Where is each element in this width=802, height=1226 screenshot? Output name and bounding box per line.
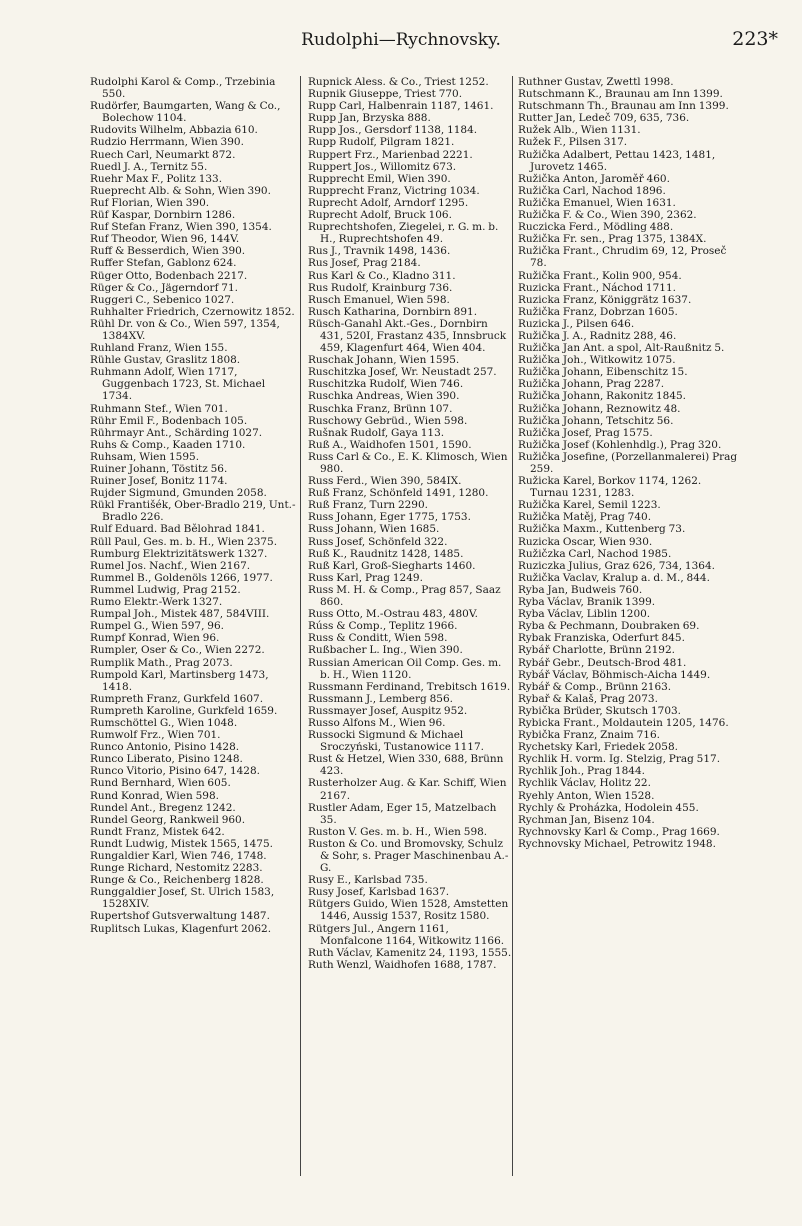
directory-entry: Rueprecht Alb. & Sohn, Wien 390. xyxy=(90,184,271,197)
directory-entry: Ružička Johann, Rakonitz 1845. xyxy=(518,390,687,403)
directory-entry: Ruzicka Franz, Königgrätz 1637. xyxy=(518,293,692,306)
directory-entry: Ruthner Gustav, Zwettl 1998. xyxy=(518,76,674,88)
directory-entry: Ružička Josef (Kohlenhdlg.), Prag 320. xyxy=(518,438,722,451)
directory-entry: Ruhs & Comp., Kaaden 1710. xyxy=(90,438,246,451)
directory-entry: Ruschitzka Josef, Wr. Neustadt 257. xyxy=(308,366,497,379)
directory-column-1 xyxy=(90,76,296,1206)
directory-entry: Rundt Ludwig, Mistek 1565, 1475. xyxy=(90,837,273,850)
directory-entry: Ruß Karl, Groß-Siegharts 1460. xyxy=(308,559,476,572)
directory-entry: Ruziczka Julius, Graz 626, 734, 1364. xyxy=(518,559,715,572)
directory-entry: Ruprecht Adolf, Bruck 106. xyxy=(308,209,452,222)
directory-entry: Rychnovsky Karl & Comp., Prag 1669. xyxy=(518,825,720,838)
directory-entry: Ruczicka Ferd., Mödling 488. xyxy=(518,221,674,234)
directory-entry: Ružek F., Pilsen 317. xyxy=(518,136,628,149)
page-number: 223* xyxy=(732,28,778,50)
directory-entry: Rujder Sigmund, Gmunden 2058. xyxy=(90,487,267,500)
column-divider xyxy=(300,76,301,1176)
directory-entry: Rumpler, Oser & Co., Wien 2272. xyxy=(90,644,265,657)
directory-entry: Rutschmann Th., Braunau am Inn 1399. xyxy=(518,100,729,113)
directory-entry: Rüll Paul, Ges. m. b. H., Wien 2375. xyxy=(90,535,278,548)
directory-entry: Runggaldier Josef, St. Ulrich 1583, 1528XIV. xyxy=(90,886,275,911)
directory-entry: Runge & Co., Reichenberg 1828. xyxy=(90,874,264,887)
directory-entry: Ružička Franz, Dobrzan 1605. xyxy=(518,305,678,318)
directory-entry: Rummel B., Goldenöls 1266, 1977. xyxy=(90,571,273,584)
directory-entry: Rüger & Co., Jägerndorf 71. xyxy=(90,281,238,294)
directory-entry: Ružička Johann, Reznowitz 48. xyxy=(518,402,681,415)
directory-entry: Rudzio Herrmann, Wien 390. xyxy=(90,136,244,149)
directory-entry: Ruppert Jos., Willomitz 673. xyxy=(308,160,457,173)
directory-entry: Runco Vitorio, Pisino 647, 1428. xyxy=(90,765,261,778)
directory-entry: Rundt Franz, Mistek 642. xyxy=(90,825,225,838)
directory-entry: Rychly & Proházka, Hodolein 455. xyxy=(518,801,699,814)
directory-entry: Ruf Theodor, Wien 96, 144V. xyxy=(90,233,240,246)
directory-entry: Rund Konrad, Wien 598. xyxy=(90,789,219,802)
directory-entry: Rund Bernhard, Wien 605. xyxy=(90,777,231,790)
directory-entry: Rupp Carl, Halbenrain 1187, 1461. xyxy=(308,100,494,113)
directory-entry: Rybař & Kalaš, Prag 2073. xyxy=(518,692,658,705)
directory-entry: Ruth Václav, Kamenitz 24, 1193, 1555. xyxy=(308,946,512,959)
directory-entry: Ruzicka Oscar, Wien 930. xyxy=(518,535,653,548)
directory-entry: Ruprechtshofen, Ziegelei, r. G. m. b. H., Ruprechtshofen 49. xyxy=(308,221,499,246)
directory-entry: Ruth Wenzl, Waidhofen 1688, 1787. xyxy=(308,958,497,971)
directory-entry: Rütgers Guido, Wien 1528, Amstetten 1446, Aussig 1537, Rositz 1580. xyxy=(308,898,509,923)
directory-entry: Rudolphi Karol & Comp., Trzebinia 550. xyxy=(90,76,276,101)
directory-entry: Russian American Oil Comp. Ges. m. b. H., Wien 1120. xyxy=(308,656,502,681)
directory-entry: Russmann J., Lemberg 856. xyxy=(308,692,453,705)
directory-entry: Rychetsky Karl, Friedek 2058. xyxy=(518,741,678,754)
directory-entry: Ruppert Frz., Marienbad 2221. xyxy=(308,148,473,161)
directory-entry: Rumpf Konrad, Wien 96. xyxy=(90,632,220,645)
column-divider xyxy=(512,76,513,1176)
directory-entry: Rusy Josef, Karlsbad 1637. xyxy=(308,886,450,899)
directory-entry: Rychman Jan, Bisenz 104. xyxy=(518,813,655,826)
directory-entry: Russocki Sigmund & Michael Sroczyński, Tustanowice 1117. xyxy=(308,729,484,754)
directory-entry: Ruedl J. A., Ternitz 55. xyxy=(90,160,208,173)
directory-entry: Rusch Katharina, Dornbirn 891. xyxy=(308,305,478,318)
directory-entry: Ruhhalter Friedrich, Czernowitz 1852. xyxy=(90,305,295,318)
directory-entry: Rusch Emanuel, Wien 598. xyxy=(308,293,450,306)
directory-entry: Russ Otto, M.-Ostrau 483, 480V. xyxy=(308,608,478,621)
directory-entry: Rutschmann K., Braunau am Inn 1399. xyxy=(518,88,723,101)
directory-entry: Ružička Vaclav, Kralup a. d. M., 844. xyxy=(518,571,710,584)
directory-entry: Rühle Gustav, Graslitz 1808. xyxy=(90,354,241,367)
directory-entry: Rupp Jan, Brzyska 888. xyxy=(308,112,431,125)
directory-entry: Ružička Fr. sen., Prag 1375, 1384X. xyxy=(518,233,707,246)
directory-entry: Runco Liberato, Pisino 1248. xyxy=(90,753,243,766)
directory-entry: Rus J., Travnik 1498, 1436. xyxy=(308,245,451,258)
directory-entry: Russ & Conditt, Wien 598. xyxy=(308,632,448,645)
directory-entry: Ruf Florian, Wien 390. xyxy=(90,196,210,209)
directory-entry: Russ Carl & Co., E. K. Klimosch, Wien 980. xyxy=(308,450,508,475)
directory-entry: Ryehly Anton, Wien 1528. xyxy=(518,789,655,802)
directory-entry: Ruhmann Stef., Wien 701. xyxy=(90,402,228,415)
directory-entry: Ružička Joh., Witkowitz 1075. xyxy=(518,354,676,367)
directory-column-2 xyxy=(308,76,514,1206)
directory-entry: Ruzicka J., Pilsen 646. xyxy=(518,317,635,330)
directory-entry: Russ Ferd., Wien 390, 584IX. xyxy=(308,475,462,488)
directory-entry: Rundel Georg, Rankweil 960. xyxy=(90,813,246,826)
directory-entry: Rulf Eduard. Bad Bělohrad 1841. xyxy=(90,523,265,536)
directory-entry: Rußbacher L. Ing., Wien 390. xyxy=(308,644,463,657)
directory-entry: Ružička Anton, Jaroměř 460. xyxy=(518,172,670,185)
directory-entry: Rüger Otto, Bodenbach 2217. xyxy=(90,269,248,282)
directory-entry: Ruhmann Adolf, Wien 1717, Guggenbach 1723, St. Michael 1734. xyxy=(90,366,266,403)
directory-entry: Ružička Frant., Chrudim 69, 12, Proseč 78. xyxy=(518,245,727,270)
directory-entry: Ruprecht Adolf, Arndorf 1295. xyxy=(308,196,469,209)
directory-entry: Ružicka Karel, Borkov 1174, 1262. Turnau 1231, 1283. xyxy=(518,475,702,500)
directory-entry: Ryba Václav, Branik 1399. xyxy=(518,596,656,609)
directory-entry: Ružička Josef, Prag 1575. xyxy=(518,426,653,439)
directory-entry: Rus Karl & Co., Kladno 311. xyxy=(308,269,456,282)
directory-entry: Ruiner Josef, Bonitz 1174. xyxy=(90,475,228,488)
directory-entry: Russ Karl, Prag 1249. xyxy=(308,571,423,584)
directory-entry: Rumpreth Franz, Gurkfeld 1607. xyxy=(90,692,264,705)
directory-entry: Rus Rudolf, Krainburg 736. xyxy=(308,281,453,294)
directory-entry: Rupp Rudolf, Pilgram 1821. xyxy=(308,136,455,149)
directory-entry: Ruston V. Ges. m. b. H., Wien 598. xyxy=(308,825,488,838)
directory-entry: Ruschowy Gebrüd., Wien 598. xyxy=(308,414,468,427)
directory-entry: Rychlik Joh., Prag 1844. xyxy=(518,765,645,778)
directory-entry: Ryba Václav, Liblin 1200. xyxy=(518,608,651,621)
directory-entry: Rustler Adam, Eger 15, Matzelbach 35. xyxy=(308,801,497,826)
directory-entry: Ružičzka Carl, Nachod 1985. xyxy=(518,547,672,560)
directory-entry: Rumpel G., Wien 597, 96. xyxy=(90,620,224,633)
directory-entry: Ruggeri C., Sebenico 1027. xyxy=(90,293,235,306)
directory-entry: Rundel Ant., Bregenz 1242. xyxy=(90,801,236,814)
directory-entry: Ružička Adalbert, Pettau 1423, 1481, Jurovetz 1465. xyxy=(518,148,716,173)
directory-entry: Ružička F. & Co., Wien 390, 2362. xyxy=(518,209,697,222)
directory-entry: Ružička Karel, Semil 1223. xyxy=(518,499,661,512)
directory-entry: Rumpold Karl, Martinsberg 1473, 1418. xyxy=(90,668,269,693)
directory-entry: Russ Josef, Schönfeld 322. xyxy=(308,535,448,548)
directory-entry: Ruß A., Waidhofen 1501, 1590. xyxy=(308,438,472,451)
directory-entry: Rupp Jos., Gersdorf 1138, 1184. xyxy=(308,124,478,137)
directory-entry: Rumschöttel G., Wien 1048. xyxy=(90,716,238,729)
directory-entry: Ruf Stefan Franz, Wien 390, 1354. xyxy=(90,221,272,234)
directory-entry: Rúss & Comp., Teplitz 1966. xyxy=(308,620,458,633)
directory-column-3 xyxy=(518,76,738,1206)
directory-entry: Rupnik Giuseppe, Triest 770. xyxy=(308,88,463,101)
directory-entry: Rührmayr Ant., Schärding 1027. xyxy=(90,426,263,439)
directory-entry: Rutter Jan, Ledeč 709, 635, 736. xyxy=(518,112,690,125)
directory-entry: Ružička Johann, Prag 2287. xyxy=(518,378,665,391)
directory-entry: Rybak Franziska, Oderfurt 845. xyxy=(518,632,685,645)
directory-entry: Ružek Alb., Wien 1131. xyxy=(518,124,641,137)
directory-entry: Ruiner Johann, Töstitz 56. xyxy=(90,463,228,475)
directory-entry: Rupnick Aless. & Co., Triest 1252. xyxy=(308,76,489,88)
directory-entry: Rupertshof Gutsverwaltung 1487. xyxy=(90,910,270,923)
directory-entry: Ruhsam, Wien 1595. xyxy=(90,450,200,463)
directory-entry: Ruech Carl, Neumarkt 872. xyxy=(90,148,236,161)
directory-entry: Rychlik H. vorm. Ig. Stelzig, Prag 517. xyxy=(518,753,721,766)
directory-entry: Rüsch-Ganahl Akt.-Ges., Dornbirn 431, 520I, Frastanz 435, Innsbruck 459, Klagenfurt 464, Wien 404. xyxy=(308,317,507,355)
directory-entry: Rybář & Comp., Brünn 2163. xyxy=(518,680,672,693)
directory-entry: Ružička J. A., Radnitz 288, 46. xyxy=(518,329,677,342)
directory-entry: Rütgers Jul., Angern 1161, Monfalcone 1164, Witkowitz 1166. xyxy=(308,922,505,947)
directory-entry: Rumplik Math., Prag 2073. xyxy=(90,656,233,669)
directory-entry: Rumburg Elektrizitätswerk 1327. xyxy=(90,547,268,560)
directory-entry: Rumpreth Karoline, Gurkfeld 1659. xyxy=(90,704,278,717)
directory-entry: Ruzicka Frant., Náchod 1711. xyxy=(518,281,676,294)
directory-entry: Ruff & Besserdich, Wien 390. xyxy=(90,245,246,258)
directory-entry: Rybicka Frant., Moldautein 1205, 1476. xyxy=(518,716,729,729)
directory-columns xyxy=(84,76,744,1206)
directory-entry: Ružička Johann, Tetschitz 56. xyxy=(518,414,674,427)
directory-entry: Ružička Carl, Nachod 1896. xyxy=(518,184,666,197)
directory-entry: Ruhland Franz, Wien 155. xyxy=(90,342,228,355)
directory-entry: Ružička Frant., Kolin 900, 954. xyxy=(518,269,682,282)
directory-entry: Rudovits Wilhelm, Abbazia 610. xyxy=(90,124,258,137)
directory-entry: Runco Antonio, Pisino 1428. xyxy=(90,741,240,754)
directory-entry: Rupprecht Emil, Wien 390. xyxy=(308,172,451,185)
directory-entry: Ruplitsch Lukas, Klagenfurt 2062. xyxy=(90,922,272,935)
directory-entry: Ruschak Johann, Wien 1595. xyxy=(308,354,460,367)
directory-entry: Ruschitzka Rudolf, Wien 746. xyxy=(308,378,464,391)
directory-entry: Ruston & Co. und Bromovsky, Schulz & Sohr, s. Prager Maschinenbau A.-G. xyxy=(308,837,509,875)
directory-entry: Rybář Gebr., Deutsch-Brod 481. xyxy=(518,656,687,669)
page-title: Rudolphi—Rychnovsky. xyxy=(301,30,501,50)
directory-entry: Rüf Kaspar, Dornbirn 1286. xyxy=(90,209,236,222)
directory-entry: Rükl Františék, Ober-Bradlo 219, Unt.-Bradlo 226. xyxy=(90,499,296,524)
directory-entry: Runge Richard, Nestomitz 2283. xyxy=(90,862,263,875)
directory-entry: Rumwolf Frz., Wien 701. xyxy=(90,729,221,742)
directory-entry: Rust & Hetzel, Wien 330, 688, Brünn 423. xyxy=(308,753,504,778)
directory-entry: Rumo Elektr.-Werk 1327. xyxy=(90,596,223,609)
directory-entry: Ruschka Franz, Brünn 107. xyxy=(308,402,453,415)
directory-entry: Rušnak Rudolf, Gaya 113. xyxy=(308,426,445,439)
directory-entry: Rybář Václav, Böhmisch-Aicha 1449. xyxy=(518,668,711,681)
directory-entry: Russ Johann, Wien 1685. xyxy=(308,523,440,536)
directory-entry: Rumel Jos. Nachf., Wien 2167. xyxy=(90,559,251,572)
directory-entry: Ruß Franz, Schönfeld 1491, 1280. xyxy=(308,487,489,500)
directory-entry: Ruschka Andreas, Wien 390. xyxy=(308,390,460,403)
directory-entry: Ryba & Pechmann, Doubraken 69. xyxy=(518,620,700,633)
directory-entry: Russmann Ferdinand, Trebitsch 1619. xyxy=(308,680,511,693)
directory-entry: Rumpal Joh., Mistek 487, 584VIII. xyxy=(90,608,270,621)
directory-entry: Ružička Jan Ant. a spol, Alt-Raußnitz 5. xyxy=(518,342,725,355)
directory-entry: Rupprecht Franz, Victring 1034. xyxy=(308,184,480,197)
directory-entry: Ruß Franz, Turn 2290. xyxy=(308,499,428,512)
directory-entry: Ružička Johann, Eibenschitz 15. xyxy=(518,366,688,379)
directory-entry: Russ M. H. & Comp., Prag 857, Saaz 860. xyxy=(308,583,501,609)
directory-entry: Rühr Emil F., Bodenbach 105. xyxy=(90,414,248,427)
directory-entry: Rus Josef, Prag 2184. xyxy=(308,257,421,270)
directory-entry: Ruß K., Raudnitz 1428, 1485. xyxy=(308,547,464,560)
directory-entry: Rychnovsky Michael, Petrowitz 1948. xyxy=(518,837,716,850)
directory-entry: Ružička Emanuel, Wien 1631. xyxy=(518,196,676,209)
directory-entry: Rusy E., Karlsbad 735. xyxy=(308,874,428,887)
directory-entry: Rusterholzer Aug. & Kar. Schiff, Wien 2167. xyxy=(308,777,507,802)
directory-entry: Rybář Charlotte, Brünn 2192. xyxy=(518,644,675,657)
directory-entry: Ryba Jan, Budweis 760. xyxy=(518,583,643,596)
directory-entry: Ružička Maxm., Kuttenberg 73. xyxy=(518,523,686,536)
directory-entry: Ruffer Stefan, Gablonz 624. xyxy=(90,257,237,270)
directory-entry: Russ Johann, Eger 1775, 1753. xyxy=(308,511,471,524)
directory-entry: Rudörfer, Baumgarten, Wang & Co., Bolechow 1104. xyxy=(90,100,281,125)
directory-entry: Rühl Dr. von & Co., Wien 597, 1354, 1384XV. xyxy=(90,317,280,342)
directory-entry: Russo Alfons M., Wien 96. xyxy=(308,716,446,729)
directory-entry: Ružička Josefine, (Porzellanmalerei) Prag 259. xyxy=(518,450,738,475)
directory-entry: Rychlik Václav, Holitz 22. xyxy=(518,777,651,790)
directory-entry: Rybička Franz, Znaim 716. xyxy=(518,729,660,742)
directory-entry: Ruehr Max F., Politz 133. xyxy=(90,172,223,185)
directory-entry: Ružička Matěj, Prag 740. xyxy=(518,511,652,524)
page-header xyxy=(0,28,802,54)
directory-entry: Rummel Ludwig, Prag 2152. xyxy=(90,583,241,596)
directory-entry: Rybička Brüder, Skutsch 1703. xyxy=(518,704,682,717)
directory-entry: Russmayer Josef, Auspitz 952. xyxy=(308,704,468,717)
directory-entry: Rungaldier Karl, Wien 746, 1748. xyxy=(90,850,267,862)
